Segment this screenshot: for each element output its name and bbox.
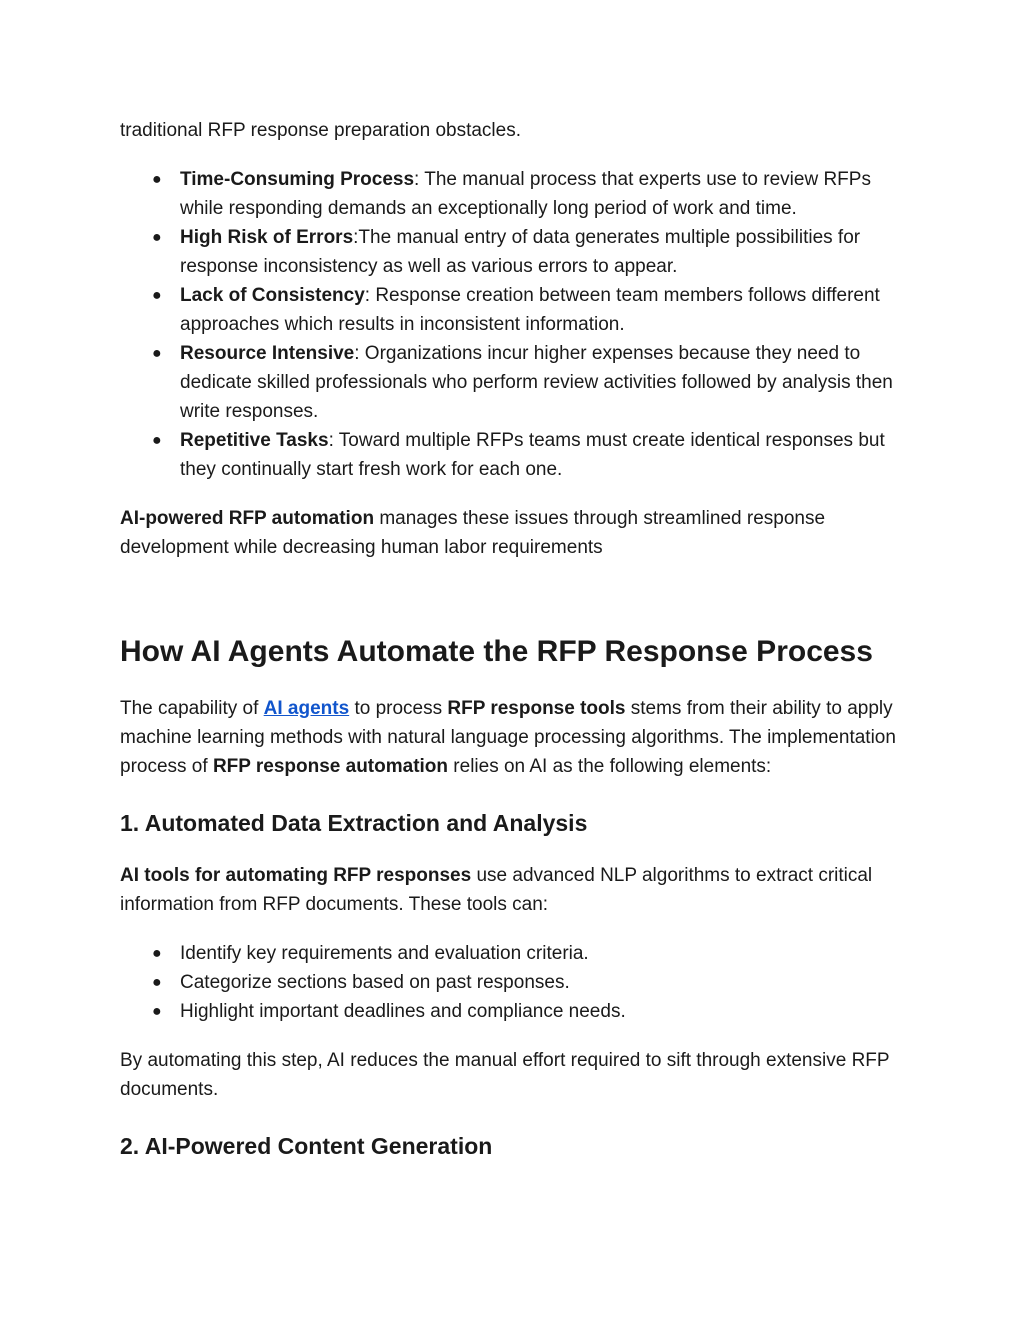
list-item (120, 223, 910, 281)
list-item (120, 968, 910, 997)
item-description: : The manual process that experts use to review RFPs while responding demands an exceptionally long period of work and time. (180, 169, 871, 219)
agents-term-2: RFP response automation (212, 756, 449, 777)
bullet-icon: ● (152, 432, 162, 449)
tools-text: use advanced NLP algorithms to extract critical information from RFP documents. These tools can: (120, 865, 873, 915)
agents-text-2: to process (349, 698, 448, 719)
list-item (120, 939, 910, 968)
automation-text: manages these issues through streamlined response development while decreasing human labor requirements (120, 508, 826, 558)
agents-text-1: The capability of (120, 698, 264, 719)
challenges-list (120, 165, 910, 484)
tools-term: AI tools for automating RFP responses (120, 865, 472, 886)
list-item (120, 997, 910, 1026)
ai-agents-link[interactable]: AI agents (263, 698, 350, 719)
bullet-icon: ● (152, 171, 162, 188)
automation-paragraph (120, 504, 910, 562)
bullet-icon: ● (152, 974, 162, 991)
subsection-heading-2: 2. AI-Powered Content Generation (120, 1133, 493, 1159)
item-description: : Organizations incur higher expenses because they need to dedicate skilled professionals who perform review activities followed by analysis then write responses. (180, 343, 893, 422)
item-term: Time-Consuming Process (180, 169, 415, 190)
item-term: Repetitive Tasks (180, 430, 329, 451)
item-term: Resource Intensive (180, 343, 355, 364)
document-content (120, 116, 910, 1184)
list-item (120, 281, 910, 339)
item-description: :The manual entry of data generates multiple possibilities for response inconsistency as well as various errors to appear. (180, 227, 861, 277)
automation-term: AI-powered RFP automation (120, 508, 375, 529)
item-text: Identify key requirements and evaluation criteria. (180, 943, 589, 964)
capabilities-list (120, 939, 910, 1026)
item-description: : Response creation between team members follows different approaches which results in inconsistent information. (180, 285, 880, 335)
subsection-heading-1: 1. Automated Data Extraction and Analysis (120, 810, 588, 836)
list-item (120, 426, 910, 484)
tools-paragraph (120, 861, 910, 919)
intro-text: traditional RFP response preparation obstacles. (120, 120, 521, 141)
agents-paragraph (120, 694, 910, 781)
bullet-icon: ● (152, 229, 162, 246)
list-item (120, 339, 910, 426)
closing-paragraph: By automating this step, AI reduces the manual effort required to sift through extensive RFP documents. (120, 1050, 890, 1100)
list-item (120, 165, 910, 223)
item-description: : Toward multiple RFPs teams must create identical responses but they continually start fresh work for each one. (180, 430, 885, 480)
item-text: Highlight important deadlines and compliance needs. (180, 1001, 626, 1022)
agents-text-4: relies on AI as the following elements: (448, 756, 772, 777)
item-term: Lack of Consistency (180, 285, 365, 306)
bullet-icon: ● (152, 1003, 162, 1020)
bullet-icon: ● (152, 287, 162, 304)
agents-term-1: RFP response tools (447, 698, 626, 719)
bullet-icon: ● (152, 945, 162, 962)
item-term: High Risk of Errors (180, 227, 354, 248)
item-text: Categorize sections based on past responses. (180, 972, 570, 993)
section-heading: How AI Agents Automate the RFP Response Process (120, 635, 873, 668)
bullet-icon: ● (152, 345, 162, 362)
agents-text-3: stems from their ability to apply machine learning methods with natural language processing algorithms. The implementation process of (120, 698, 896, 777)
